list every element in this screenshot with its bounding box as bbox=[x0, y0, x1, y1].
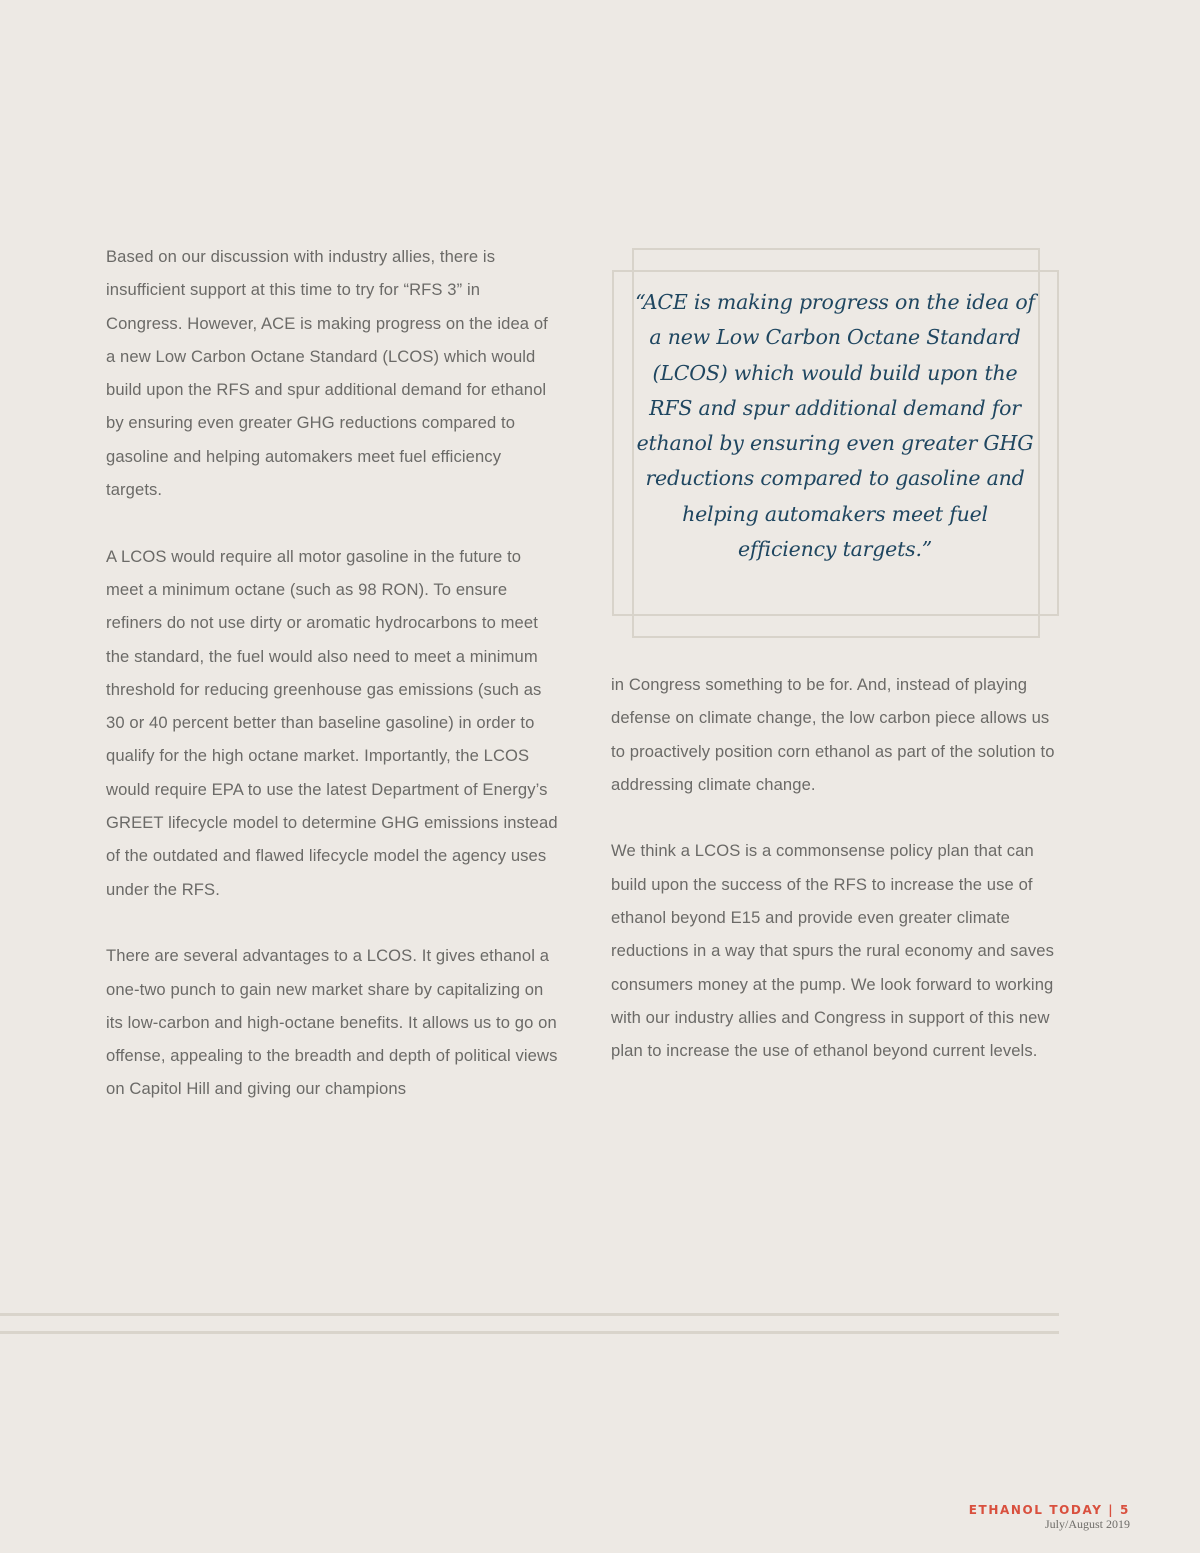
pull-quote: “ACE is making progress on the idea of a new Low Carbon Octane Standard (LCOS) which would build upon the RFS and spur additional demand for ethanol by ensuring even greater GHG reductions compared to gasoline and helping automakers meet fuel efficiency targets.” bbox=[635, 290, 1035, 562]
divider-line-bottom bbox=[0, 1331, 1059, 1334]
page-footer bbox=[969, 1502, 1130, 1531]
issue-date: July/August 2019 bbox=[1044, 1517, 1130, 1531]
paragraph-lcos-requirements: A LCOS would require all motor gasoline in the future to meet a minimum octane (such as 98 RON). To ensure refiners do not use dirty or aromatic hydrocarbons to meet the standard, the fuel would also need to meet a minimum threshold for reducing greenhouse gas emissions (such as 30 or 40 percent better than baseline gasoline) in order to qualify for the high octane market. Importantly, the LCOS would require EPA to use the latest Department of Energy’s GREET lifecycle model to determine GHG emissions instead of the outdated and flawed lifecycle model the agency uses under the RFS. bbox=[106, 546, 558, 899]
magazine-page-number: ETHANOL TODAY | 5 bbox=[968, 1503, 1130, 1517]
paragraph-conclusion: We think a LCOS is a commonsense policy plan that can build upon the success of the RFS to increase the use of ethanol beyond E15 and provide even greater climate reductions in a way that spurs the rural economy and saves consumers money at the pump. We look forward to working with our industry allies and Congress in support of this new plan to increase the use of ethanol beyond current levels. bbox=[611, 841, 1054, 1061]
paragraph-congress-climate: in Congress something to be for. And, instead of playing defense on climate change, the low carbon piece allows us to proactively position corn ethanol as part of the solution to addressing climate change. bbox=[611, 675, 1055, 794]
left-column bbox=[106, 240, 558, 1106]
paragraph-lcos-advantages: There are several advantages to a LCOS. It gives ethanol a one-two punch to gain new market share by capitalizing on its low-carbon and high-octane benefits. It allows us to go on offense, appealing to the breadth and depth of political views on Capitol Hill and giving our champions bbox=[106, 946, 558, 1099]
divider-line-top bbox=[0, 1313, 1059, 1316]
right-column bbox=[611, 668, 1059, 1068]
paragraph-rfs3: Based on our discussion with industry allies, there is insufficient support at this time to try for “RFS 3” in Congress. However, ACE is making progress on the idea of a new Low Carbon Octane Standard (LCOS) which would build upon the RFS and spur additional demand for ethanol by ensuring even greater GHG reductions compared to gasoline and helping automakers meet fuel efficiency targets. bbox=[106, 247, 548, 500]
